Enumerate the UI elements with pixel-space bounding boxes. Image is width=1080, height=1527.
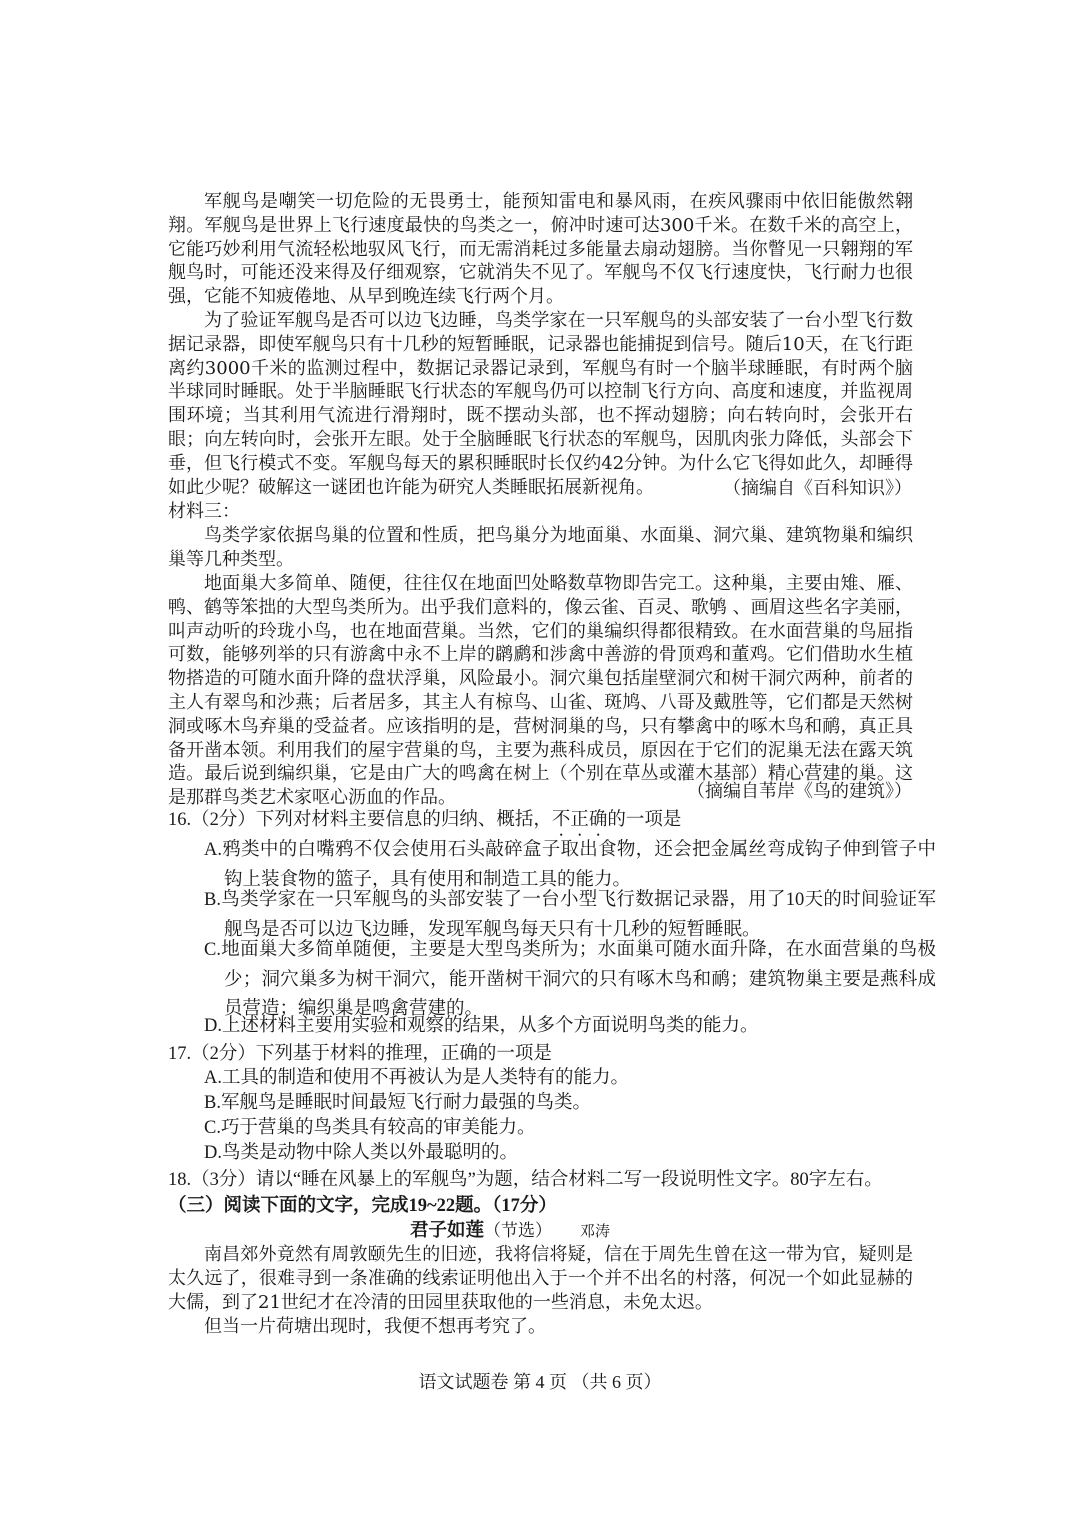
passage-author: 邓涛 xyxy=(580,1222,611,1240)
question-16-stem xyxy=(168,805,913,840)
material3-source: （摘编自苇岸《鸟的建筑》） xyxy=(687,781,912,802)
question-17-option-c: C.巧于营巢的鸟类具有较高的审美能力。 xyxy=(204,1118,536,1138)
question-17-option-b: B.军舰鸟是睡眠时间最短飞行耐力最强的鸟类。 xyxy=(204,1093,591,1113)
material2-source: （摘编自《百科知识》） xyxy=(723,478,912,499)
material2-paragraph-2: 为了验证军舰鸟是否可以边飞边睡，鸟类学家在一只军舰鸟的头部安装了一台小型飞行数据记录器，即使军舰鸟只有十几秒的短暂睡眠，记录器也能捕捉到信号。随后10天，在飞行距离约3000千米的监测过程中，数据记录器记录到，军舰鸟有时一个脑半球睡眠，有时两个脑半球同时睡眠。处于半脑睡眠飞行状态的军舰鸟仍可以控制飞行方向、高度和速度，并监视周围环境；当其利用气流进行滑翔时，既不摆动头部，也不挥动翅膀；向右转向时，会张开右眼；向左转向时，会张开左眼。处于全脑睡眠飞行状态的军舰鸟，因肌肉张力降低，头部会下垂，但飞行模式不变。军舰鸟每天的累积睡眠时长仅约42分钟。为什么它飞得如此久，却睡得如此少呢？破解这一谜团也许能为研究人类睡眠拓展新视角。 xyxy=(168,310,913,498)
question-18-stem: 18.（3分）请以“睡在风暴上的军舰鸟”为题，结合材料二写一段说明性文字。80字左右。 xyxy=(168,1170,883,1190)
material3-paragraph-2: 地面巢大多简单、随便，往往仅在地面凹处略数草物即告完工。这种巢，主要由雉、雁、鸭、鹤等笨拙的大型鸟类所为。出乎我们意料的，像云雀、百灵、歌鸲 、画眉这些名字美丽，叫声动听的玲珑小鸟，也在地面营巢。当然，它们的巢编织得都很精致。在水面营巢的鸟屈指可数，能够列举的只有游禽中永不上岸的䴙䴘和涉禽中善游的骨顶鸡和董鸡。它们借助水生植物搭造的可随水面升降的盘状浮巢，风险最小。洞穴巢包括崖壁洞穴和树干洞穴两种，前者的主人有翠鸟和沙燕；后者居多，其主人有椋鸟、山雀、斑鸠、八哥及戴胜等，它们都是天然树洞或啄木鸟弃巢的受益者。应该指明的是，营树洞巢的鸟，只有攀禽中的啄木鸟和鸸，真正具备开凿本领。利用我们的屋宇营巢的鸟，主要为燕科成员，原因在于它们的泥巢无法在露天筑造。最后说到编织巢，它是由广大的鸣禽在树上（个别在草丛或灌木基部）精心营建的巢。这是那群鸟类艺术家呕心沥血的作品。 xyxy=(168,573,913,809)
question-17-option-d: D.鸟类是动物中除人类以外最聪明的。 xyxy=(204,1143,518,1163)
question-17-option-a: A.工具的制造和使用不再被认为是人类特有的能力。 xyxy=(204,1068,629,1088)
passage-subtitle: （节选） xyxy=(484,1221,553,1241)
passage-title-line xyxy=(410,1218,610,1244)
question-16-option-a: A.鸦类中的白嘴鸦不仅会使用石头敲碎盒子取出食物，还会把金属丝弯成钩子伸到管子中钩上装食物的篮子，具有使用和制造工具的能力。 xyxy=(204,840,936,890)
question-16-option-c: C.地面巢大多简单随便，主要是大型鸟类所为；水面巢可随水面升降，在水面营巢的鸟极少；洞穴巢多为树干洞穴，能开凿树干洞穴的只有啄木鸟和鸸；建筑物巢主要是燕科成员营造；编织巢是鸣禽营建的。 xyxy=(204,940,936,1020)
page-footer: 语文试题卷 第 4 页 （共 6 页） xyxy=(418,1372,662,1392)
question-16-option-d: D.上述材料主要用实验和观察的结果，从多个方面说明鸟类的能力。 xyxy=(204,1016,759,1036)
material3-label: 材料三： xyxy=(168,501,240,522)
section-3-heading: （三）阅读下面的文字，完成19~22题。（17分） xyxy=(168,1196,557,1216)
section-3-paragraph-2: 但当一片荷塘出现时，我便不想再考究了。 xyxy=(204,1316,546,1337)
material2-paragraph-1: 军舰鸟是嘲笑一切危险的无畏勇士，能预知雷电和暴风雨，在疾风骤雨中依旧能傲然翱翔。军舰鸟是世界上飞行速度最快的鸟类之一，俯冲时速可达300千米。在数千米的高空上，它能巧妙利用气流轻松地驭风飞行，而无需消耗过多能量去扇动翅膀。当你瞥见一只翱翔的军舰鸟时，可能还没来得及仔细观察，它就消失不见了。军舰鸟不仅飞行速度快，飞行耐力也很强，它能不知疲倦地、从早到晚连续飞行两个月。 xyxy=(168,191,913,308)
question-16-stem-text: 16.（2分）下列对材料主要信息的归纳、概括， xyxy=(168,810,552,830)
material3-paragraph-1: 鸟类学家依据鸟巢的位置和性质，把鸟巢分为地面巢、水面巢、洞穴巢、建筑物巢和编织巢等几种类型。 xyxy=(168,525,913,570)
section-3-paragraph-1: 南昌郊外竟然有周敦颐先生的旧迹，我将信将疑，信在于周先生曾在这一带为官，疑则是太久远了，很难寻到一条准确的线索证明他出入于一个并不出名的村落，何况一个如此显赫的大儒，到了21世纪才在冷清的田园里获取他的一些消息，未免太迟。 xyxy=(168,1244,913,1313)
question-16-stem-end: 的一项是 xyxy=(607,810,682,830)
question-17-stem: 17.（2分）下列基于材料的推理，正确的一项是 xyxy=(168,1044,552,1064)
question-16-option-b: B.鸟类学家在一只军舰鸟的头部安装了一台小型飞行数据记录器，用了10天的时间验证军舰鸟是否可以边飞边睡，发现军舰鸟每天只有十几秒的短暂睡眠。 xyxy=(204,890,936,940)
question-16-emphasis: 不正确 xyxy=(551,810,608,830)
passage-title: 君子如莲 xyxy=(410,1221,485,1241)
